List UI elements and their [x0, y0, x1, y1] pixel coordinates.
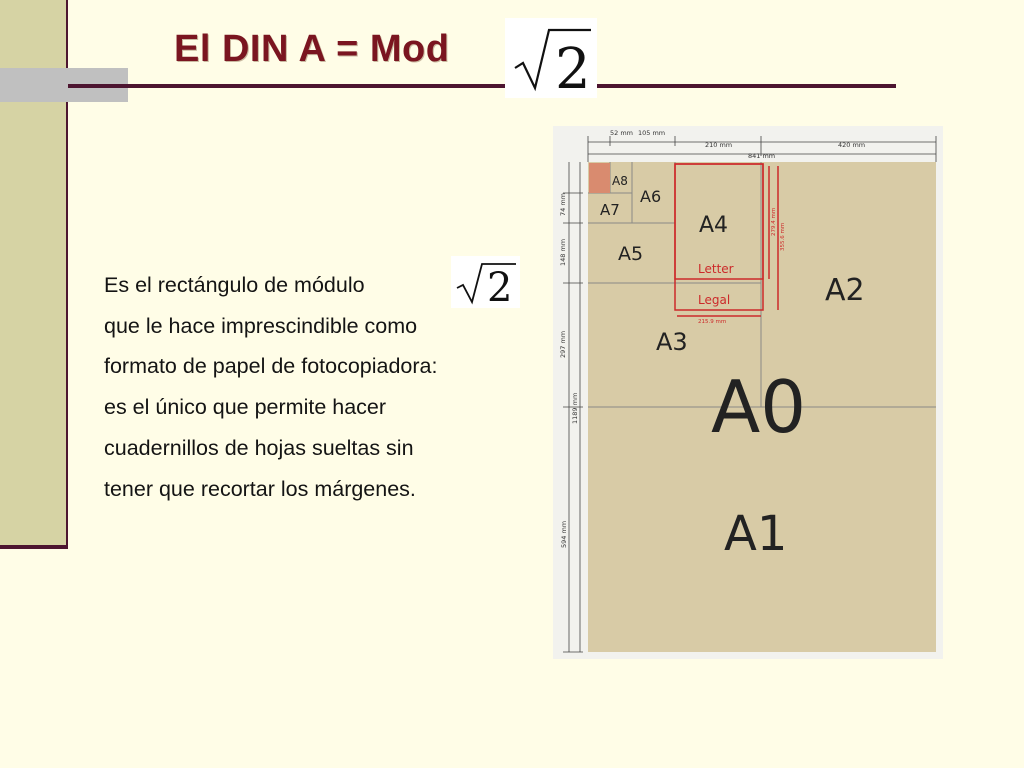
dim-label-1189mm: 1189 mm: [571, 392, 579, 424]
sheet-label-a7: A7: [600, 201, 620, 219]
sheet-label-a3: A3: [656, 328, 688, 356]
title-underline-rule: [68, 84, 896, 88]
body-line-1: Es el rectángulo de módulo: [104, 273, 365, 297]
din-a-paper-sizes-figure: [553, 126, 943, 659]
dim-label-74mm: 74 mm: [559, 192, 567, 216]
dim-label-297mm: 297 mm: [559, 330, 567, 358]
sheet-label-a6: A6: [640, 187, 662, 206]
radicand-text: 2: [555, 37, 591, 98]
dim-label-210mm: 210 mm: [705, 141, 733, 149]
sheet-label-a4: A4: [699, 213, 729, 238]
dim-label-420mm: 420 mm: [838, 141, 866, 149]
dim-label-148mm: 148 mm: [559, 238, 567, 266]
dim-label-355-6mm: 355.6 mm: [780, 222, 786, 251]
body-line-5: cuadernillos de hojas sueltas sin: [104, 435, 414, 460]
body-line-6: tener que recortar los márgenes.: [104, 476, 416, 501]
sidebar-bottom-rule: [0, 545, 68, 549]
dim-label-841mm: 841 mm: [748, 152, 776, 160]
sqrt-symbol: [505, 18, 597, 98]
dim-label-105mm: 105 mm: [638, 129, 666, 137]
letter-label: Letter: [698, 262, 734, 276]
sheet-label-a1: A1: [724, 506, 788, 562]
sheet-label-a5: A5: [618, 243, 644, 265]
sheet-label-a2: A2: [825, 273, 865, 308]
dim-label-279-4mm: 279.4 mm: [771, 207, 777, 236]
dim-label-594mm: 594 mm: [560, 520, 568, 548]
slide-title: El DIN A = Mod: [174, 28, 450, 70]
dim-label-52mm: 52 mm: [610, 129, 634, 137]
dim-label-215-9mm: 215.9 mm: [698, 319, 727, 325]
body-sqrt2-formula: [451, 256, 520, 308]
legal-label: Legal: [698, 293, 731, 307]
body-line-2: que le hace imprescindible como: [104, 313, 418, 338]
sheet-label-a0: A0: [711, 365, 807, 449]
sheet-label-a8: A8: [612, 174, 628, 188]
body-line-3: formato de papel de fotocopiadora:: [104, 354, 438, 379]
sqrt-symbol: [451, 256, 520, 308]
body-line-4: es el único que permite hacer: [104, 395, 387, 420]
radicand-text: 2: [487, 265, 513, 308]
title-sqrt2-formula: [505, 18, 597, 98]
a8-highlight: [589, 163, 610, 193]
